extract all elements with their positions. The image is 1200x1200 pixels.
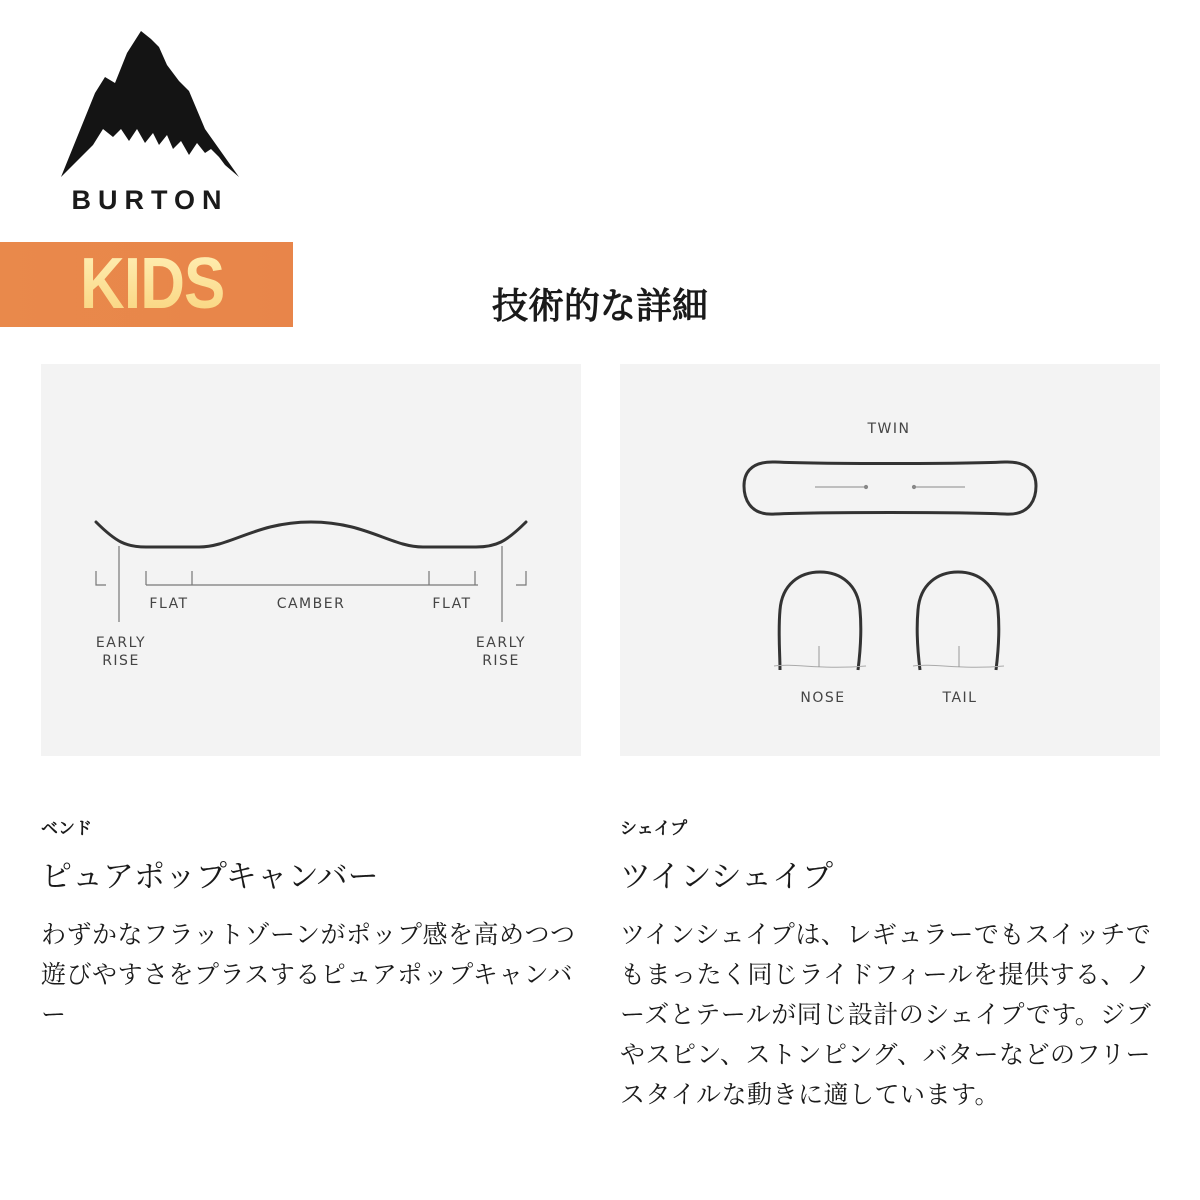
shape-diagram — [620, 364, 1160, 756]
bend-section — [41, 815, 581, 1035]
kids-badge-label: KIDS — [80, 244, 225, 324]
binding-inserts — [815, 485, 965, 488]
early-rise-right-label: EARLY — [475, 635, 527, 651]
flat-left-label: FLAT — [149, 596, 189, 612]
camber-profile-line — [96, 522, 526, 547]
burton-logo — [55, 25, 245, 220]
bend-category-label: ベンド — [41, 819, 92, 839]
shape-category-label: シェイプ — [620, 819, 688, 839]
early-rise-left-label: EARLY — [95, 635, 147, 651]
early-rise-left-label: RISE — [102, 653, 140, 669]
mountain-icon — [55, 25, 245, 185]
bend-diagram — [41, 364, 581, 756]
bend-description: わずかなフラットゾーンがポップ感を高めつつ遊びやすさをプラスするピュアポップキャンバー — [41, 920, 576, 1029]
twin-board-outline — [744, 462, 1036, 514]
twin-label: TWIN — [867, 421, 911, 437]
nose-snow-line — [774, 665, 866, 667]
tail-label: TAIL — [942, 690, 978, 706]
shape-description: ツインシェイプは、レギュラーでもスイッチでもまったく同じライドフィールを提供する、ノーズとテールが同じ設計のシェイプです。ジブやスピン、ストンピング、バターなどのフリースタイルな動きに適しています。 — [620, 920, 1152, 1109]
early-rise-right-label: RISE — [482, 653, 520, 669]
flat-right-label: FLAT — [432, 596, 472, 612]
nose-outline — [779, 572, 861, 670]
shape-section — [620, 815, 1160, 1115]
page-title: 技術的な詳細 — [491, 286, 708, 327]
shape-feature-name: ツインシェイプ — [620, 859, 834, 895]
bend-feature-name: ピュアポップキャンバー — [41, 859, 379, 895]
brand-wordmark: BURTON — [71, 185, 229, 215]
tail-outline — [917, 572, 999, 670]
nose-label: NOSE — [800, 690, 846, 706]
camber-label: CAMBER — [276, 596, 346, 612]
